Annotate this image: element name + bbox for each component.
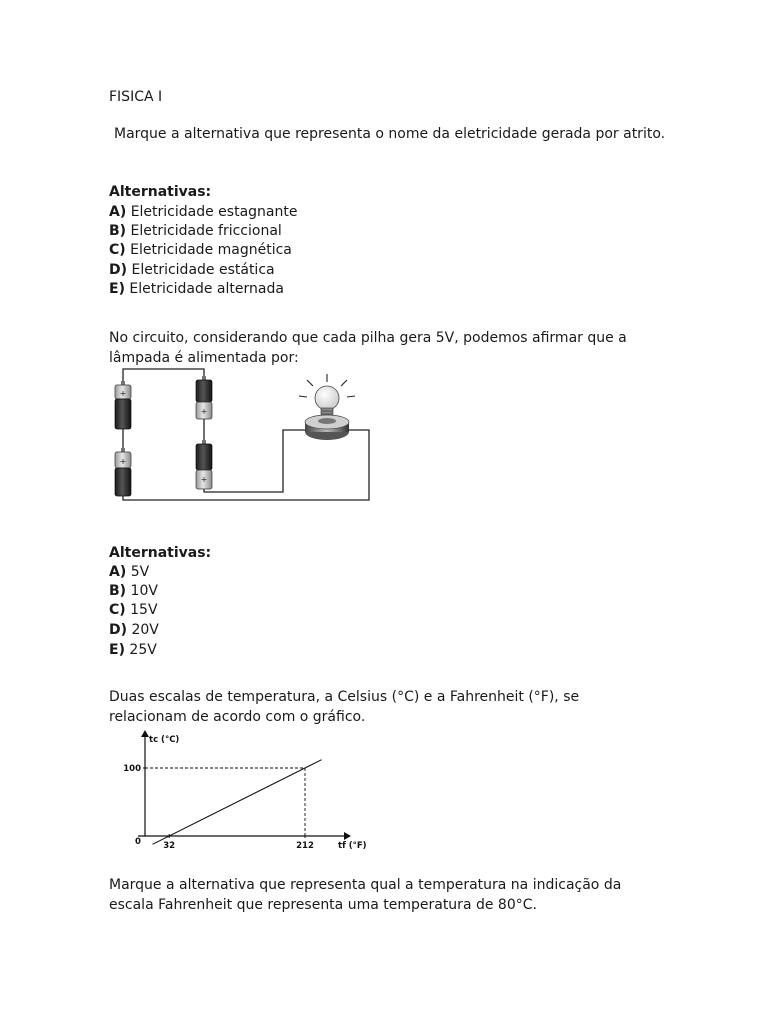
q1-option-e [109,280,284,300]
q2-option-e [109,641,157,661]
x-tick-label: 212 [296,841,314,851]
option-text: 20V [131,622,159,638]
option-letter: D) [109,262,128,278]
option-text: Eletricidade estagnante [130,204,298,220]
question-1-prompt: Marque a alternativa que representa o nome da eletricidade gerada por atrito. [114,126,666,142]
option-letter: D) [109,622,128,638]
option-letter: B) [109,583,127,599]
question-3-prompt: Marque a alternativa que representa qual a temperatura na indicação da escala Fahrenheit que representa uma temperatura de 80°C. [109,877,622,913]
temperature-chart [123,728,368,854]
x-axis-arrow [344,832,351,840]
battery-2 [115,448,131,496]
origin-label: 0 [135,837,141,847]
option-text: Eletricidade magnética [130,242,292,258]
battery-plus-sign: + [200,407,208,416]
series-line [153,760,322,845]
option-letter: C) [109,602,126,618]
battery-4 [196,440,212,489]
y-axis-arrow [141,730,149,737]
y-tick-label: 100 [123,764,141,774]
battery-plus-sign: + [119,389,127,398]
option-letter: B) [109,223,127,239]
option-text: 25V [129,642,157,658]
battery-plus-sign: + [119,457,127,466]
option-letter: E) [109,642,125,658]
option-letter: A) [109,204,127,220]
q1-option-d [109,261,275,281]
battery-plus-sign: + [200,475,208,484]
option-text: 5V [130,564,150,580]
question-1-alternatives-label: Alternativas: [109,184,212,200]
lamp-bulb [299,374,355,418]
battery-1 [115,381,131,429]
option-letter: C) [109,242,126,258]
option-letter: A) [109,564,127,580]
page-title: FISICA I [109,89,163,105]
option-text: Eletricidade estática [131,262,275,278]
option-text: 10V [130,583,158,599]
q1-option-c [109,241,292,261]
x-axis-label: tf (°F) [338,841,367,851]
q1-option-b [109,222,282,242]
q2-option-b [109,582,158,602]
question-3-intro: Duas escalas de temperatura, a Celsius (°C) e a Fahrenheit (°F), se relacionam de acordo com o gráfico. [109,689,580,725]
question-2-alternatives-label: Alternativas: [109,545,212,561]
q2-option-d [109,621,159,641]
option-text: Eletricidade alternada [129,281,284,297]
option-text: 15V [130,602,158,618]
option-letter: E) [109,281,125,297]
option-text: Eletricidade friccional [130,223,282,239]
battery-3 [196,376,212,419]
lamp-socket [305,415,349,440]
x-tick-label: 32 [163,841,176,851]
q2-option-c [109,601,158,621]
circuit-illustration [105,366,373,504]
q1-option-a [109,203,297,223]
y-axis-label: tc (°C) [149,735,180,745]
q2-option-a [109,563,149,583]
question-2-prompt: No circuito, considerando que cada pilha gera 5V, podemos afirmar que a lâmpada é alimentada por: [109,330,627,366]
